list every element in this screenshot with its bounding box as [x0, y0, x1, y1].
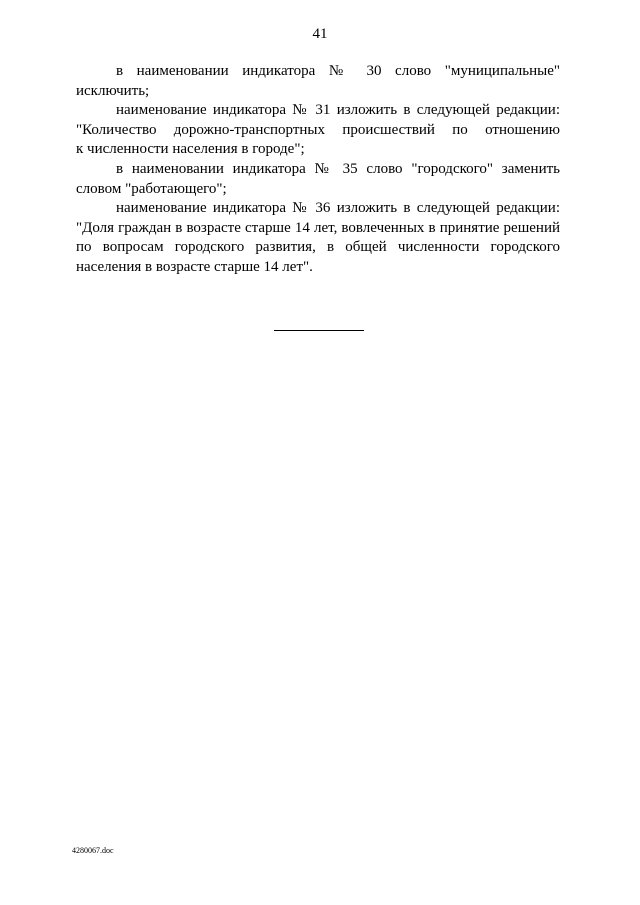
paragraph-line: в наименовании индикатора № 35 слово "городского" заменить	[116, 160, 560, 177]
paragraph-line: словом "работающего";	[76, 180, 227, 197]
footer-file-reference: 4280067.doc	[72, 846, 114, 855]
paragraph-line: в наименовании индикатора № 30 слово "муниципальные"	[116, 63, 560, 79]
paragraph-indicator-30	[76, 62, 560, 101]
paragraph-indicator-35	[76, 160, 560, 199]
paragraph-line: наименование индикатора № 31 изложить в следующей редакции:	[116, 102, 560, 119]
paragraph-line: "Доля граждан в возрасте старше 14 лет, вовлеченных в принятие решений	[76, 219, 560, 236]
paragraph-indicator-36	[76, 199, 560, 277]
paragraph-line: "Количество дорожно-транспортных происшествий по отношению	[76, 121, 560, 138]
paragraph-line: исключить;	[76, 82, 150, 99]
page-number: 41	[312, 26, 328, 42]
paragraph-line: по вопросам городского развития, в общей численности городского	[76, 239, 560, 256]
paragraph-line: населения в возрасте старше 14 лет".	[76, 258, 313, 275]
section-divider	[274, 330, 364, 331]
document-body	[76, 62, 560, 278]
paragraph-line: к численности населения в городе";	[76, 141, 305, 158]
paragraph-indicator-31	[76, 101, 560, 160]
paragraph-line: наименование индикатора № 36 изложить в следующей редакции:	[116, 200, 560, 217]
